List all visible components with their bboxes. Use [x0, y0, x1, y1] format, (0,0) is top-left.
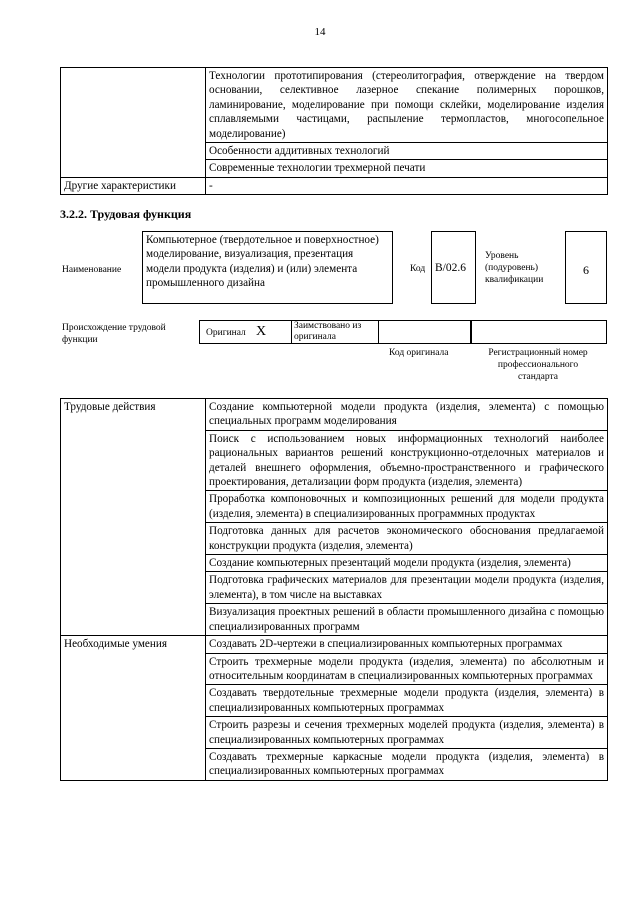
table-cell-text: Современные технологии трехмерной печати	[206, 160, 608, 177]
table-row	[61, 636, 608, 653]
origin-label: Происхождение трудовой функции	[62, 323, 166, 345]
table-cell-text: Подготовка данных для расчетов экономического обоснования предлагаемой конструкции продукта (изделия, элемента)	[206, 523, 608, 555]
original-code-box	[379, 320, 471, 344]
table-cell-text: Технологии прототипирования (стереолитография, отверждение на твердом основании, селективное лазерное спекание полимерных порошков, ламинирование, моделирование при помощи склейки, моделирование изделия сплавляемыми частицами, распыление термопластов, многосопельное моделирование)	[206, 68, 608, 143]
original-label: Оригинал	[206, 328, 246, 338]
table-cell-text: Подготовка графических материалов для презентации модели продукта (изделия, элемента), в том числе на выставках	[206, 572, 608, 604]
labor-actions-section	[61, 399, 608, 636]
table-cell-text: Поиск с использованием новых информационных технологий наиболее рациональных вариантов решений конструкционно-отделочных материалов и деталей внешнего оформления, объемно-пространственного и графического проектирования, детализации форм продукта (изделия, элемента)	[206, 430, 608, 491]
code-box	[431, 231, 476, 304]
section-label-required-skills: Необходимые умения	[61, 636, 206, 781]
table-cell-label	[61, 143, 206, 160]
original-code-caption: Код оригинала	[389, 348, 449, 358]
table-row	[61, 143, 608, 160]
table-cell-text: Особенности аддитивных технологий	[206, 143, 608, 160]
table-cell-text: Проработка компоновочных и композиционных решений для модели продукта (изделия, элемента) в специализированных программных продуктах	[206, 491, 608, 523]
table-row	[61, 399, 608, 431]
table-cell-text: Создавать 2D-чертежи в специализированных компьютерных программах	[206, 636, 608, 653]
labor-function-table	[60, 398, 608, 781]
table-cell-text: Создавать твердотельные трехмерные модели продукта (изделия, элемента) в специализированных компьютерных программах	[206, 685, 608, 717]
reg-number-box	[471, 320, 607, 344]
function-name: Компьютерное (твердотельное и поверхностное) моделирование, визуализация, презентация модели продукта (изделия) и (или) элемента промышленного дизайна	[146, 234, 379, 289]
level-label: Уровень (подуровень) квалификации	[485, 251, 544, 285]
section-label-labor-actions: Трудовые действия	[61, 399, 206, 636]
top-table	[60, 67, 608, 195]
table-cell-text: -	[206, 177, 608, 194]
table-row	[61, 160, 608, 177]
borrowed-label: Заимствовано из оригинала	[294, 321, 362, 342]
code-label: Код	[410, 264, 426, 274]
table-cell-label	[61, 68, 206, 143]
original-box	[199, 320, 291, 344]
table-row	[61, 177, 608, 194]
original-mark: X	[256, 324, 267, 339]
table-cell-label: Другие характеристики	[61, 177, 206, 194]
section-title: 3.2.2. Трудовая функция	[60, 207, 192, 221]
table-row	[61, 68, 608, 143]
table-cell-label	[61, 160, 206, 177]
code-value: B/02.6	[435, 262, 466, 274]
table-cell-text: Создание компьютерной модели продукта (изделия, элемента) с помощью специальных программ моделирования	[206, 399, 608, 431]
table-cell-text: Строить разрезы и сечения трехмерных моделей продукта (изделия, элемента) в специализированных компьютерных программах	[206, 717, 608, 749]
function-name-box	[142, 231, 393, 304]
table-cell-text: Визуализация проектных решений в области промышленного дизайна с помощью специализированных программ	[206, 604, 608, 636]
table-cell-text: Создание компьютерных презентаций модели продукта (изделия, элемента)	[206, 555, 608, 572]
level-box	[565, 231, 607, 304]
table-cell-text: Создавать трехмерные каркасные модели продукта (изделия, элемента) в специализированных компьютерных программах	[206, 748, 608, 780]
name-label: Наименование	[62, 265, 122, 275]
page-number: 14	[314, 26, 326, 38]
table-cell-text: Строить трехмерные модели продукта (изделия, элемента) по абсолютным и относительным координатам в специализированных компьютерных программах	[206, 653, 608, 685]
level-value: 6	[583, 263, 589, 277]
reg-number-caption: Регистрационный номер профессионального стандарта	[488, 348, 588, 382]
required-skills-section	[61, 636, 608, 781]
borrowed-box	[291, 320, 379, 344]
